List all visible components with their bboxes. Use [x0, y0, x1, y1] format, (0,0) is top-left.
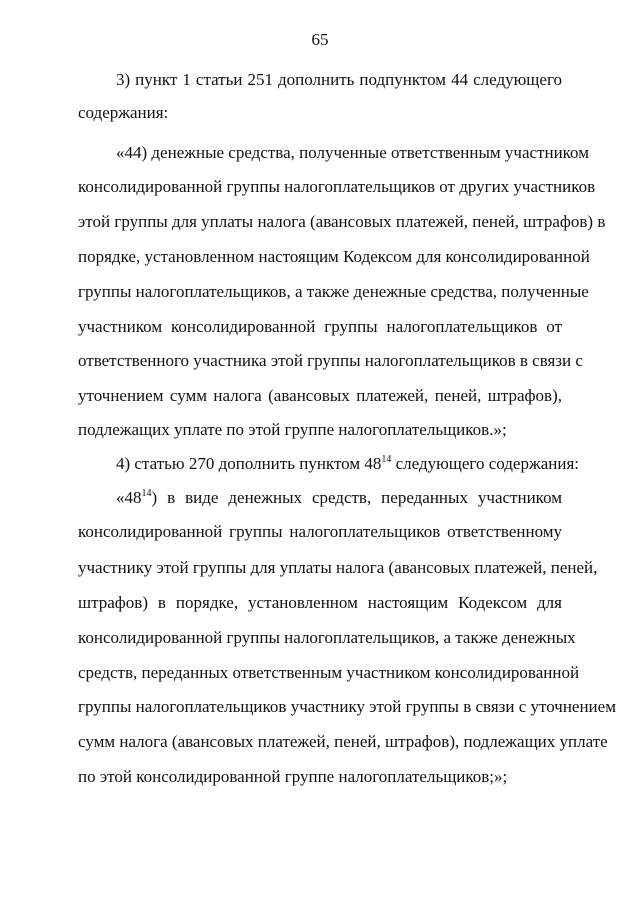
item3-text-line-3: этой группы для уплаты налога (авансовых платежей, пеней, штрафов) в: [78, 212, 606, 231]
item4-text-line-2: консолидированной группы налогоплательщиков ответственному: [78, 522, 562, 541]
item4-text-line-6: средств, переданных ответственным участником консолидированной: [78, 663, 580, 682]
item4-superscript: 14: [381, 454, 392, 465]
item4-text-line-1: «$48^{14}$) в виде денежных средств, переданных участником: [116, 488, 562, 507]
page-number: 65: [311, 30, 329, 49]
item4-text-superscript: 14: [141, 488, 152, 499]
item3-text-line-7: ответственного участника этой группы налогоплательщиков в связи с: [78, 351, 583, 370]
item4-text-line-8: сумм налога (авансовых платежей, пеней, штрафов), подлежащих уплате: [78, 732, 608, 751]
item3-line-2: содержания:: [78, 103, 169, 122]
item4-text-line-5: консолидированной группы налогоплательщиков, а также денежных: [78, 628, 576, 647]
item4-text-line-7: группы налогоплательщиков участнику этой группы в связи с уточнением: [78, 697, 616, 716]
item3-text-line-4: порядке, установленном настоящим Кодексом для консолидированной: [78, 247, 590, 266]
item3-line-1: 3) пункт 1 статьи 251 дополнить подпунктом 44 следующего: [116, 70, 562, 89]
item4-text-line-9: по этой консолидированной группе налогоплательщиков;»;: [78, 767, 508, 786]
item3-text-line-9: подлежащих уплате по этой группе налогоплательщиков.»;: [78, 420, 507, 439]
item3-text-line-6: участником консолидированной группы налогоплательщиков от: [78, 317, 562, 336]
item4-line: 4) статью 270 дополнить пунктом $48^{14}$ следующего содержания:: [116, 454, 580, 473]
item3-text-line-8: уточнением сумм налога (авансовых платежей, пеней, штрафов),: [78, 386, 562, 405]
item3-text-line-2: консолидированной группы налогоплательщиков от других участников: [78, 177, 596, 196]
item3-text-line-1: «44) денежные средства, полученные ответственным участником: [116, 143, 589, 162]
item4-text-line-3: участнику этой группы для уплаты налога (авансовых платежей, пеней,: [78, 558, 598, 577]
item3-text-line-5: группы налогоплательщиков, а также денежные средства, полученные: [78, 282, 589, 301]
item4-text-line-4: штрафов) в порядке, установленном настоящим Кодексом для: [78, 593, 562, 612]
